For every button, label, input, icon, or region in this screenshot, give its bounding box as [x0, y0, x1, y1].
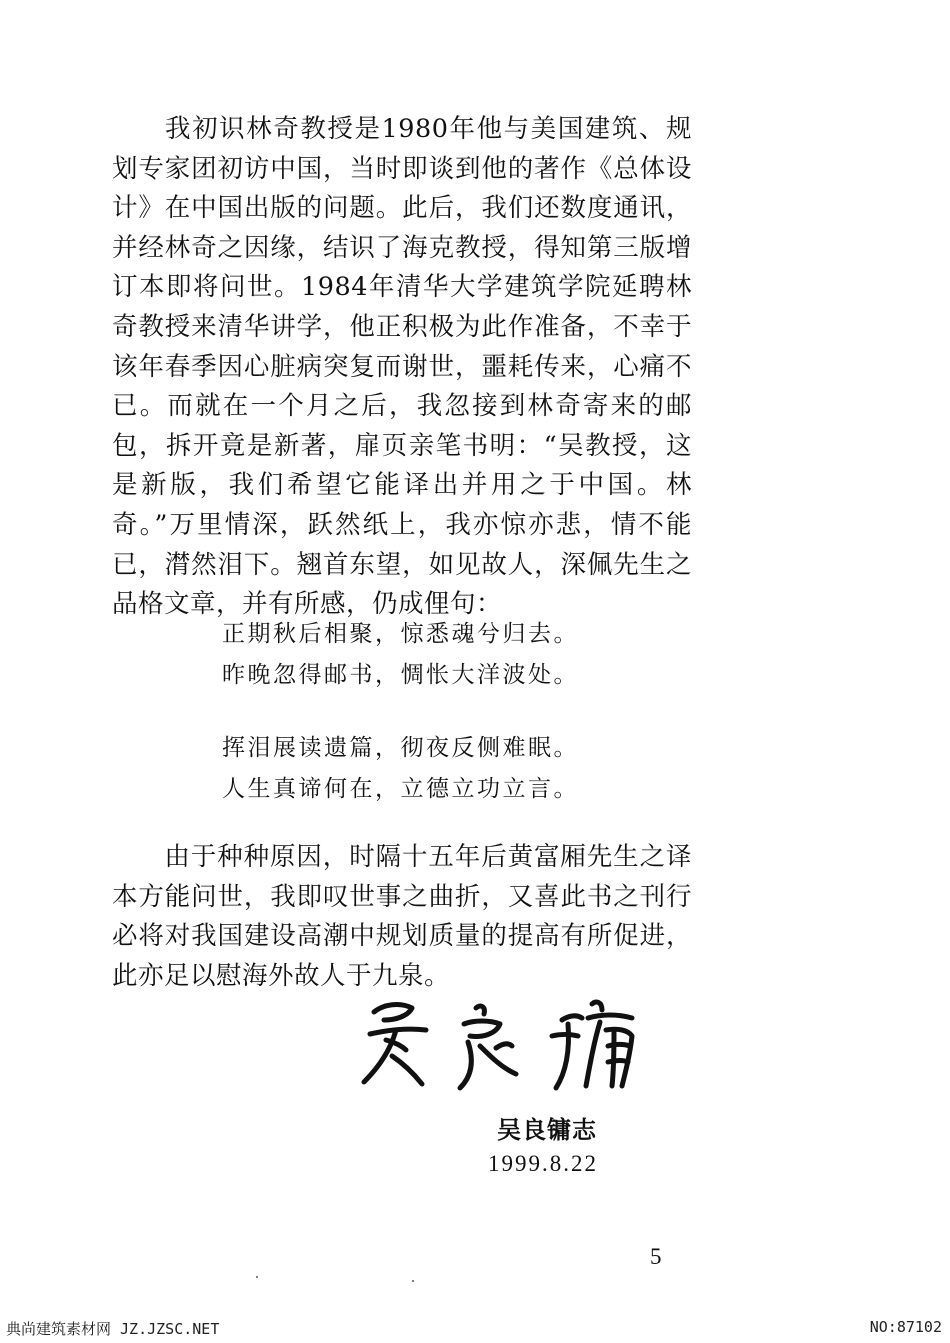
poem-stanza-2 [222, 728, 642, 810]
poem-line: 挥泪展读遗篇，彻夜反侧难眠。 [222, 735, 579, 761]
scan-speck [256, 1276, 258, 1278]
preface-paragraph-1-text: 我初识林奇教授是1980年他与美国建筑、规划专家团初访中国，当时即谈到他的著作《总体设计》在中国出版的问题。此后，我们还数度通讯，并经林奇之因缘，结识了海克教授，得知第三版增订本即将问世。1984年清华大学建筑学院延聘林奇教授来清华讲学，他正积极为此作准备，不幸于该年春季因心脏病突复而谢世，噩耗传来，心痛不已。而就在一个月之后，我忽接到林奇寄来的邮包，拆开竟是新著，扉页亲笔书明：“吴教授，这是新版，我们希望它能译出并用之于中国。林奇。”万里情深，跃然纸上，我亦惊亦悲，情不能已，潸然泪下。翘首东望，如见故人，深佩先生之品格文章，并有所感，仍成俚句： [112, 114, 692, 620]
preface-paragraph-1 [112, 110, 692, 625]
page-number: 5 [650, 1244, 662, 1269]
scan-speck [412, 1280, 414, 1282]
poem-line: 昨晚忽得邮书，惆怅大洋波处。 [222, 662, 579, 688]
poem-stanza-1 [222, 614, 642, 696]
signature-date: 1999.8.22 [488, 1151, 598, 1176]
poem-line: 正期秋后相聚，惊悉魂兮归去。 [222, 621, 579, 647]
preface-paragraph-2 [112, 838, 692, 996]
handwritten-signature [356, 990, 656, 1100]
document-number: NO:87102 [869, 1318, 942, 1336]
poem-line: 人生真谛何在，立德立功立言。 [222, 776, 579, 802]
signed-by: 吴良镛志 [497, 1116, 597, 1144]
source-watermark: 典尚建筑素材网 JZ.JZSC.NET [6, 1320, 220, 1338]
preface-paragraph-2-text: 由于种种原因，时隔十五年后黄富厢先生之译本方能问世，我即叹世事之曲折，又喜此书之刊行必将对我国建设高潮中规划质量的提高有所促进，此亦足以慰海外故人于九泉。 [112, 842, 692, 991]
